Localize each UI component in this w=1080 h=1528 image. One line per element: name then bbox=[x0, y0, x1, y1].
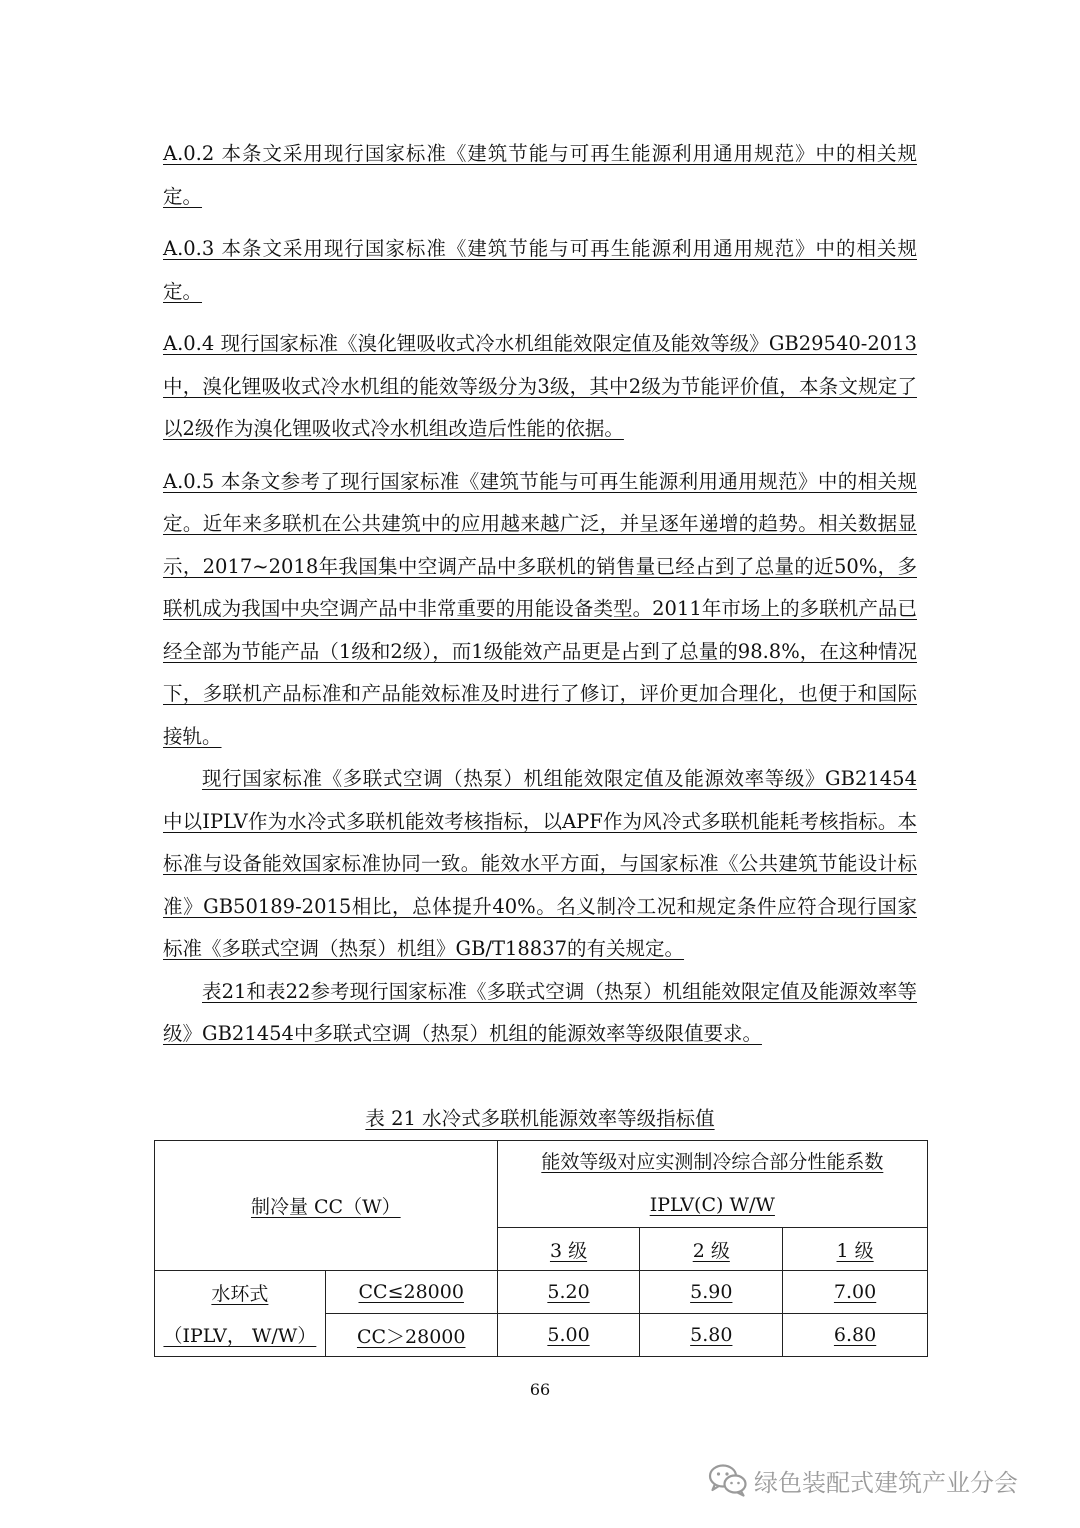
capacity-header: 制冷量 CC（W） bbox=[155, 1141, 498, 1271]
table-caption bbox=[0, 1101, 1080, 1137]
watermark bbox=[708, 1460, 1018, 1500]
paragraph-a04 bbox=[163, 323, 917, 451]
table-header-row bbox=[155, 1141, 928, 1228]
paragraph-text: 表21和表22参考现行国家标准《多联式空调（热泵）机组能效限定值及能源效率等级》GB21454中多联式空调（热泵）机组的能源效率等级限值要求。 bbox=[163, 979, 917, 1045]
row-group-label-bottom: （IPLV， W/W） bbox=[155, 1314, 326, 1357]
paragraph-text: A.0.5 本条文参考了现行国家标准《建筑节能与可再生能源利用通用规范》中的相关规定。近年来多联机在公共建筑中的应用越来越广泛，并呈逐年递增的趋势。相关数据显示，2017~2018年我国集中空调产品中多联机的销售量已经占到了总量的近50%，多联机成为我国中央空调产品中非常重要的用能设备类型。2011年市场上的多联机产品已经全部为节能产品（1级和2级），而1级能效产品更是占到了总量的98.8%，在这种情况下，多联机产品标准和产品能效标准及时进行了修订，评价更加合理化，也便于和国际接轨。 bbox=[163, 469, 917, 748]
body-text bbox=[163, 133, 917, 1056]
table-cell: 5.00 bbox=[497, 1314, 640, 1357]
grade-3-header: 3 级 bbox=[497, 1228, 640, 1271]
paragraph-a03 bbox=[163, 228, 917, 313]
paragraph-gb21454 bbox=[163, 758, 917, 971]
row-group-label-top: 水环式 bbox=[155, 1271, 326, 1314]
paragraph-text: A.0.4 现行国家标准《溴化锂吸收式冷水机组能效限定值及能效等级》GB29540-2013中，溴化锂吸收式冷水机组的能效等级分为3级，其中2级为节能评价值，本条文规定了以2级作为溴化锂吸收式冷水机组改造后性能的依据。 bbox=[163, 332, 917, 440]
paragraph-text: A.0.3 本条文采用现行国家标准《建筑节能与可再生能源利用通用规范》中的相关规定。 bbox=[163, 237, 917, 303]
paragraph-text: A.0.2 本条文采用现行国家标准《建筑节能与可再生能源利用通用规范》中的相关规定。 bbox=[163, 142, 917, 208]
table-cell: 7.00 bbox=[783, 1271, 928, 1314]
grade-2-header: 2 级 bbox=[640, 1228, 783, 1271]
paragraph-a05 bbox=[163, 461, 917, 759]
page-number: 66 bbox=[529, 1380, 551, 1399]
iplv-group-header: 能效等级对应实测制冷综合部分性能系数 IPLV(C) W/W bbox=[497, 1141, 927, 1228]
paragraph-a02 bbox=[163, 133, 917, 218]
table-caption-text: 表 21 水冷式多联机能源效率等级指标值 bbox=[365, 1107, 715, 1130]
efficiency-table bbox=[154, 1140, 928, 1357]
table-row bbox=[155, 1314, 928, 1357]
grade-1-header: 1 级 bbox=[783, 1228, 928, 1271]
capacity-range: CC≤28000 bbox=[325, 1271, 497, 1314]
table-cell: 5.80 bbox=[640, 1314, 783, 1357]
table-cell: 6.80 bbox=[783, 1314, 928, 1357]
wechat-icon bbox=[708, 1463, 748, 1497]
capacity-range: CC＞28000 bbox=[325, 1314, 497, 1357]
table-cell: 5.20 bbox=[497, 1271, 640, 1314]
watermark-text: 绿色装配式建筑产业分会 bbox=[754, 1468, 1018, 1497]
paragraph-table-ref bbox=[163, 971, 917, 1056]
paragraph-text: 现行国家标准《多联式空调（热泵）机组能效限定值及能源效率等级》GB21454中以IPLV作为水冷式多联机能效考核指标，以APF作为风冷式多联机能耗考核指标。本标准与设备能效国家标准协同一致。能效水平方面，与国家标准《公共建筑节能设计标准》GB50189-2015相比，总体提升40%。名义制冷工况和规定条件应符合现行国家标准《多联式空调（热泵）机组》GB/T18837的有关规定。 bbox=[163, 767, 917, 960]
table-cell: 5.90 bbox=[640, 1271, 783, 1314]
table-row bbox=[155, 1271, 928, 1314]
